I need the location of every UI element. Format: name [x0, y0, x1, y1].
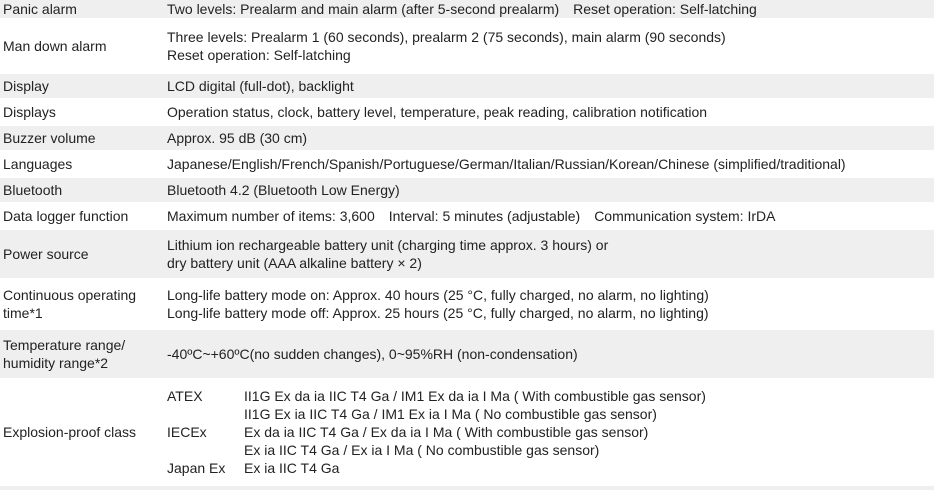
row-label: Explosion-proof class [3, 424, 137, 440]
row-label-line: time*1 [3, 305, 43, 321]
table-row [0, 230, 934, 280]
table-row [0, 100, 934, 126]
table-row [0, 178, 934, 204]
row-value [167, 236, 934, 272]
row-label: Display [3, 78, 49, 94]
row-value-line: Reset operation: Self-latching [167, 47, 351, 63]
table-row [0, 280, 934, 330]
row-value: Japanese/English/French/Spanish/Portuguese/German/Italian/Russian/Korean/Chinese (simplified/traditional) [167, 156, 846, 172]
row-label: Bluetooth [3, 182, 63, 198]
row-value [167, 0, 934, 18]
row-value: LCD digital (full-dot), backlight [167, 78, 354, 94]
row-label: Buzzer volume [3, 130, 96, 146]
row-value-part: Two levels: Prealarm and main alarm (after 5-second prealarm) [167, 1, 560, 17]
explosion-class-atex [167, 387, 934, 423]
row-value [167, 387, 934, 477]
row-value [167, 207, 934, 225]
row-label: Man down alarm [3, 38, 107, 54]
standard-name: ATEX [167, 388, 203, 404]
row-value-part: Interval: 5 minutes (adjustable) [388, 208, 581, 224]
row-value [167, 28, 934, 64]
row-label: Power source [3, 246, 89, 262]
table-row [0, 204, 934, 230]
explosion-class-japan [167, 459, 934, 477]
row-value: Operation status, clock, battery level, temperature, peak reading, calibration notification [167, 104, 708, 120]
row-value-part: Maximum number of items: 3,600 [167, 208, 375, 224]
table-row [0, 20, 934, 74]
table-row [0, 152, 934, 178]
row-value-line: Long-life battery mode on: Approx. 40 hours (25 °C, fully charged, no alarm, no lighting) [167, 287, 709, 303]
row-label: Languages [3, 156, 73, 172]
standard-value: Ex da ia IIC T4 Ga / Ex da ia I Ma ( With combustible gas sensor) [244, 424, 649, 440]
table-row [0, 126, 934, 152]
row-label-line: Temperature range/ [3, 337, 126, 353]
row-value-line: dry battery unit (AAA alkaline battery × 2) [167, 255, 422, 271]
row-value-line: Three levels: Prealarm 1 (60 seconds), prealarm 2 (75 seconds), main alarm (90 seconds) [167, 29, 726, 45]
row-value [167, 286, 934, 322]
row-label: Panic alarm [3, 1, 77, 17]
row-label-line: Continuous operating [3, 287, 137, 303]
row-value: Bluetooth 4.2 (Bluetooth Low Energy) [167, 182, 400, 198]
table-row-footer [0, 486, 934, 492]
row-value-line: Lithium ion rechargeable battery unit (charging time approx. 3 hours) or [167, 237, 609, 253]
row-value-line: Long-life battery mode off: Approx. 25 hours (25 °C, fully charged, no alarm, no lighting) [167, 305, 709, 321]
standard-value: II1G Ex ia IIC T4 Ga / IM1 Ex ia I Ma ( No combustible gas sensor) [244, 406, 657, 422]
row-value: -40ºC~+60ºC(no sudden changes), 0~95%RH (non-condensation) [167, 346, 578, 362]
row-value: Approx. 95 dB (30 cm) [167, 130, 308, 146]
row-label: Data logger function [3, 208, 129, 224]
explosion-class-iecex [167, 423, 934, 459]
row-label [0, 286, 167, 322]
standard-value: II1G Ex da ia IIC T4 Ga / IM1 Ex da ia I Ma ( With combustible gas sensor) [244, 388, 706, 404]
row-value-part: Communication system: IrDA [594, 208, 776, 224]
standard-value: Ex ia IIC T4 Ga / Ex ia I Ma ( No combustible gas sensor) [244, 442, 600, 458]
row-label [0, 336, 167, 372]
table-row [0, 380, 934, 486]
table-row [0, 0, 934, 20]
standard-name: IECEx [167, 424, 207, 440]
table-row [0, 74, 934, 100]
row-value-part: Reset operation: Self-latching [573, 1, 757, 17]
row-label: Displays [3, 104, 56, 120]
row-label-line: humidity range*2 [3, 355, 109, 371]
standard-value: Ex ia IIC T4 Ga [244, 460, 340, 476]
table-row [0, 330, 934, 380]
standard-name: Japan Ex [167, 460, 226, 476]
